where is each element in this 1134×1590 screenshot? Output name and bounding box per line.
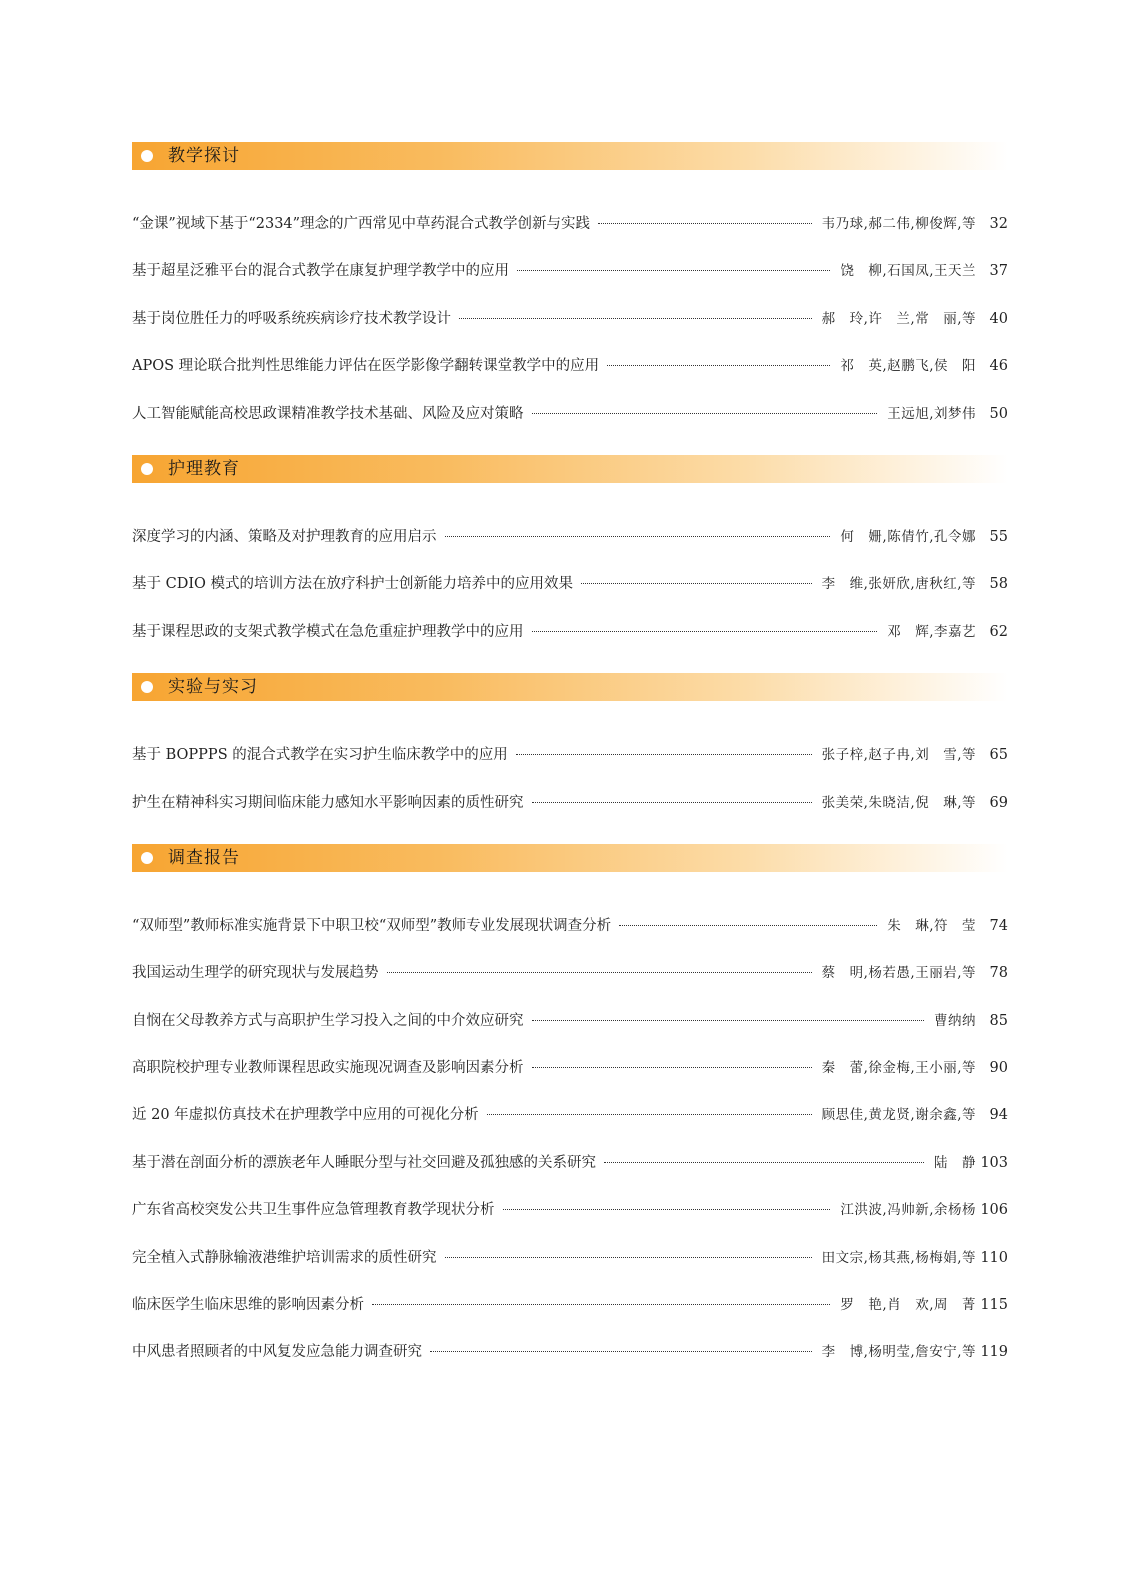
article-title[interactable]: 基于超星泛雅平台的混合式教学在康复护理学教学中的应用 (132, 263, 509, 280)
article-title[interactable]: 自悯在父母教养方式与高职护生学习投入之间的中介效应研究 (132, 1012, 524, 1029)
page-number: 58 (989, 576, 1008, 593)
toc-entry[interactable] (132, 1058, 1008, 1105)
bullet-dot-icon (141, 681, 153, 693)
section-teaching-discussion (132, 142, 1008, 451)
article-authors: 罗 艳,肖 欢,周 菁 (840, 1297, 976, 1314)
article-authors: 曹纳纳 (934, 1012, 976, 1029)
toc-entry[interactable] (132, 404, 1008, 451)
page-number: 50 (989, 405, 1008, 422)
dot-leader (430, 1351, 812, 1352)
article-title[interactable]: 我国运动生理学的研究现状与发展趋势 (132, 965, 379, 982)
page-number: 55 (989, 528, 1008, 545)
toc-entry[interactable] (132, 622, 1008, 669)
toc-entry[interactable] (132, 356, 1008, 403)
dot-leader (532, 1067, 812, 1068)
page-number: 40 (989, 310, 1008, 327)
dot-leader (598, 223, 812, 224)
article-title[interactable]: 中风患者照顾者的中风复发应急能力调查研究 (132, 1344, 422, 1361)
toc-entry[interactable] (132, 309, 1008, 356)
dot-leader (532, 1020, 925, 1021)
article-title[interactable]: 高职院校护理专业教师课程思政实施现况调查及影响因素分析 (132, 1060, 524, 1077)
section-experiment-internship (132, 673, 1008, 840)
page-number: 94 (989, 1107, 1008, 1124)
article-title[interactable]: 基于 CDIO 模式的培训方法在放疗科护士创新能力培养中的应用效果 (132, 576, 574, 593)
dot-leader (503, 1209, 831, 1210)
toc-entry[interactable] (132, 916, 1008, 963)
page-number: 90 (989, 1060, 1008, 1077)
section-title: 调查报告 (168, 847, 240, 868)
section-survey-report (132, 844, 1008, 1390)
toc-entry[interactable] (132, 963, 1008, 1010)
dot-leader (532, 802, 812, 803)
article-authors: 张美荣,朱晓洁,倪 琳,等 (821, 794, 976, 811)
table-of-contents (132, 142, 1008, 1394)
article-title[interactable]: “双师型”教师标准实施背景下中职卫校“双师型”教师专业发展现状调查分析 (132, 917, 612, 934)
article-authors: 饶 柳,石国凤,王天兰 (840, 263, 976, 280)
article-authors: 朱 琳,符 莹 (887, 917, 976, 934)
toc-entry[interactable] (132, 1342, 1008, 1389)
dot-leader (619, 925, 877, 926)
dot-leader (372, 1304, 830, 1305)
section-header (132, 844, 1008, 872)
article-title[interactable]: “金课”视域下基于“2334”理念的广西常见中草药混合式教学创新与实践 (132, 216, 591, 232)
article-title[interactable]: 深度学习的内涵、策略及对护理教育的应用启示 (132, 528, 437, 545)
toc-entry[interactable] (132, 261, 1008, 308)
dot-leader (532, 413, 878, 414)
article-authors: 李 博,杨明莹,詹安宁,等 (821, 1344, 976, 1361)
article-authors: 蔡 明,杨若愚,王丽岩,等 (821, 965, 976, 982)
page-number: 32 (989, 216, 1008, 232)
article-authors: 江洪波,冯帅新,余杨杨 (840, 1202, 976, 1219)
article-authors: 张子梓,赵子冉,刘 雪,等 (821, 747, 976, 764)
dot-leader (604, 1162, 924, 1163)
toc-entry[interactable] (132, 1105, 1008, 1152)
dot-leader (387, 972, 812, 973)
toc-entry[interactable] (132, 214, 1008, 261)
page-number: 106 (980, 1202, 1008, 1219)
article-title[interactable]: 临床医学生临床思维的影响因素分析 (132, 1297, 364, 1314)
article-authors: 陆 静 (934, 1154, 976, 1171)
toc-entry[interactable] (132, 1248, 1008, 1295)
page-number: 119 (980, 1344, 1008, 1361)
dot-leader (516, 754, 812, 755)
toc-entry[interactable] (132, 1295, 1008, 1342)
page-number: 74 (989, 917, 1008, 934)
page-number: 62 (989, 623, 1008, 640)
section-header (132, 455, 1008, 483)
page-number: 115 (980, 1297, 1008, 1314)
article-authors: 韦乃球,郝二伟,柳俊辉,等 (821, 216, 976, 232)
article-authors: 郝 玲,许 兰,常 丽,等 (821, 310, 976, 327)
article-authors: 顾思佳,黄龙贤,谢余鑫,等 (821, 1107, 976, 1124)
page-number: 103 (980, 1154, 1008, 1171)
toc-entry[interactable] (132, 574, 1008, 621)
page-number: 69 (989, 794, 1008, 811)
page-number: 85 (989, 1012, 1008, 1029)
section-nursing-education (132, 455, 1008, 669)
article-title[interactable]: 基于潜在剖面分析的漂族老年人睡眠分型与社交回避及孤独感的关系研究 (132, 1154, 596, 1171)
bullet-dot-icon (141, 463, 153, 475)
page-number: 65 (989, 747, 1008, 764)
dot-leader (487, 1114, 812, 1115)
article-title[interactable]: 护生在精神科实习期间临床能力感知水平影响因素的质性研究 (132, 794, 524, 811)
section-title: 实验与实习 (168, 677, 258, 698)
section-title: 护理教育 (168, 458, 240, 479)
article-authors: 何 姗,陈倩竹,孔令娜 (840, 528, 976, 545)
article-title[interactable]: 广东省高校突发公共卫生事件应急管理教育教学现状分析 (132, 1202, 495, 1219)
article-title[interactable]: 基于课程思政的支架式教学模式在急危重症护理教学中的应用 (132, 623, 524, 640)
page-number: 110 (980, 1249, 1008, 1266)
article-title[interactable]: APOS 理论联合批判性思维能力评估在医学影像学翻转课堂教学中的应用 (132, 358, 600, 375)
article-authors: 祁 英,赵鹏飞,侯 阳 (840, 358, 976, 375)
article-authors: 王远旭,刘梦伟 (887, 405, 976, 422)
toc-entry[interactable] (132, 1011, 1008, 1058)
dot-leader (607, 365, 830, 366)
bullet-dot-icon (141, 852, 153, 864)
page-number: 78 (989, 965, 1008, 982)
article-authors: 秦 蕾,徐金梅,王小丽,等 (821, 1060, 976, 1077)
toc-entry[interactable] (132, 793, 1008, 840)
article-authors: 李 维,张妍欣,唐秋红,等 (821, 576, 976, 593)
dot-leader (532, 631, 878, 632)
toc-entry[interactable] (132, 745, 1008, 792)
article-title[interactable]: 基于岗位胜任力的呼吸系统疾病诊疗技术教学设计 (132, 310, 451, 327)
dot-leader (581, 583, 812, 584)
section-header (132, 142, 1008, 170)
article-authors: 田文宗,杨其燕,杨梅娟,等 (821, 1249, 976, 1266)
article-authors: 邓 辉,李嘉艺 (887, 623, 976, 640)
bullet-dot-icon (141, 150, 153, 162)
toc-entry[interactable] (132, 527, 1008, 574)
dot-leader (445, 1257, 812, 1258)
dot-leader (517, 270, 830, 271)
page-number: 37 (989, 263, 1008, 280)
article-title[interactable]: 完全植入式静脉输液港维护培训需求的质性研究 (132, 1249, 437, 1266)
article-title[interactable]: 人工智能赋能高校思政课精准教学技术基础、风险及应对策略 (132, 405, 524, 422)
toc-entry[interactable] (132, 1200, 1008, 1247)
page-number: 46 (989, 358, 1008, 375)
article-title[interactable]: 近 20 年虚拟仿真技术在护理教学中应用的可视化分析 (132, 1107, 479, 1124)
toc-entry[interactable] (132, 1153, 1008, 1200)
dot-leader (459, 318, 812, 319)
dot-leader (445, 536, 831, 537)
section-title: 教学探讨 (168, 146, 240, 166)
section-header (132, 673, 1008, 701)
article-title[interactable]: 基于 BOPPPS 的混合式教学在实习护生临床教学中的应用 (132, 747, 508, 764)
